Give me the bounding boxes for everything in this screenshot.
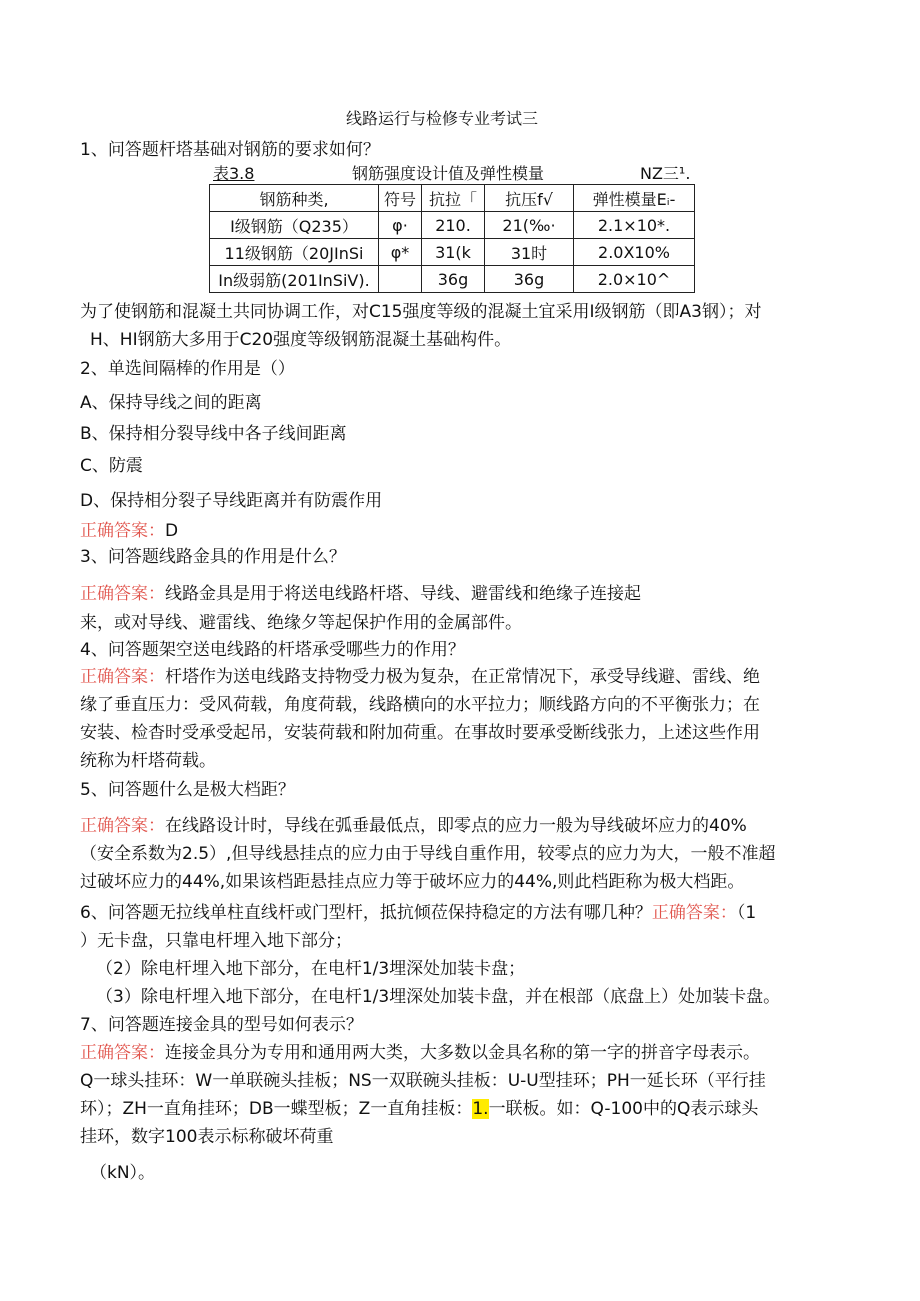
q5-answer-line <box>80 815 747 837</box>
answer-text: 在线路设计时，导线在弧垂最低点，即零点的应力一般为导线破坏应力的40% <box>165 816 747 836</box>
answer-text: 线路金具是用于将送电线路杆塔、导线、避雷线和绝缘子连接起 <box>165 584 641 604</box>
table-header-row <box>210 185 695 212</box>
q6-answer-line: （3）除电杆埋入地下部分，在电杆1/3埋深处加装卡盘，并在根部（底盘上）处加装卡盘。 <box>96 987 781 1007</box>
answer-value: D <box>165 521 179 541</box>
q7-answer-line: Q一球头挂环：W一单联碗头挂板；NS一双联碗头挂板：U-U型挂环；PH一延长环（平行挂 <box>80 1071 766 1091</box>
answer-label: 正确答案： <box>80 1043 165 1063</box>
answer-label: 正确答案： <box>80 584 165 604</box>
table-cell: 210. <box>422 212 485 239</box>
answer-label: 正确答案： <box>80 816 165 836</box>
q2-answer <box>80 520 178 542</box>
q4-answer-line: 缘了垂直压力：受风荷载，角度荷载，线路横向的水平拉力；顺线路方向的不平衡张力；在 <box>80 695 760 715</box>
table-cell: 11级钢筋（20JInSi <box>210 239 379 266</box>
q6-answer-line: ）无卡盘，只靠电杆埋入地下部分； <box>80 931 352 951</box>
table-cell: 31(k <box>422 239 485 266</box>
table-cell: 21(‰· <box>485 212 574 239</box>
q1-answer-line: H、HI钢筋大多用于C20强度等级钢筋混凝土基础构件。 <box>90 330 512 350</box>
table-cell: 36g <box>422 266 485 293</box>
table-caption-note: NZ三¹. <box>640 164 691 183</box>
question-4: 4、问答题架空送电线路的杆塔承受哪些力的作用？ <box>80 640 465 660</box>
table-header: 抗压f√ <box>485 185 574 212</box>
table-row <box>210 239 695 266</box>
table-cell: 2.0X10% <box>574 239 695 266</box>
table-caption-title: 钢筋强度设计值及弹性模量 <box>352 164 545 183</box>
q7-answer-line <box>80 1098 758 1120</box>
q3-answer-line: 来，或对导线、避雷线、绝缘夕等起保护作用的金属部件。 <box>80 613 522 633</box>
q7-answer-line: （kN）。 <box>90 1163 156 1183</box>
table-cell: 36g <box>485 266 574 293</box>
question-1: 1、问答题杆塔基础对钢筋的要求如何？ <box>80 140 380 160</box>
answer-label: 正确答案： <box>80 667 165 687</box>
answer-label: 正确答案： <box>651 903 737 923</box>
document-title: 线路运行与检修专业考试三 <box>346 109 539 128</box>
q5-answer-line: 过破坏应力的44%,如果该档距悬挂点应力等于破坏应力的44%,则此档距称为极大档距。 <box>80 872 745 892</box>
table-cell <box>379 266 422 293</box>
table-cell: I级钢筋（Q235） <box>210 212 379 239</box>
q7-answer-line: 挂环，数字100表示标称破坏荷重 <box>80 1127 334 1147</box>
table-header: 抗拉「 <box>422 185 485 212</box>
table-cell: φ· <box>379 212 422 239</box>
question-2: 2、单选间隔棒的作用是（） <box>80 359 295 379</box>
table-cell: 2.0×10^ <box>574 266 695 293</box>
answer-text: 杆塔作为送电线路支持物受力极为复杂，在正常情况下，承受导线避、雷线、绝 <box>165 667 760 687</box>
q3-answer-line <box>80 583 641 605</box>
option-a: A、保持导线之间的距离 <box>80 393 262 413</box>
answer-text: 连接金具分为专用和通用两大类，大多数以金具名称的第一字的拼音字母表示。 <box>165 1043 760 1063</box>
q7-answer-line <box>80 1042 760 1064</box>
option-c: C、防震 <box>80 456 143 476</box>
table-header: 弹性模量Eᵢ- <box>574 185 695 212</box>
q5-answer-line: （安全系数为2.5）,但导线悬挂点的应力由于导线自重作用，较零点的应力为大，一般不准超 <box>80 844 776 864</box>
option-b: B、保持相分裂导线中各子线间距离 <box>80 424 347 444</box>
q4-answer-line: 统称为杆塔荷载。 <box>80 751 216 771</box>
table-row <box>210 266 695 293</box>
table-header: 钢筋种类, <box>210 185 379 212</box>
answer-text: （1 <box>736 903 757 923</box>
question-6 <box>80 902 756 924</box>
q4-answer-line: 安装、检杳时受承受起吊，安装荷载和附加荷重。在事故时要承受断线张力，上述这些作用 <box>80 723 760 743</box>
table-cell: 31时 <box>485 239 574 266</box>
table-header: 符号 <box>379 185 422 212</box>
table-cell: φ* <box>379 239 422 266</box>
highlighted-text: 1. <box>472 1099 489 1119</box>
table-cell: In级弱筋(201InSiV). <box>210 266 379 293</box>
table-caption-number: 表3.8 <box>213 164 255 183</box>
option-d: D、保持相分裂子导线距离并有防震作用 <box>80 491 383 511</box>
question-text: 6、问答题无拉线单柱直线杆或门型杆，抵抗倾莅保持稳定的方法有哪几种？ <box>80 903 652 923</box>
answer-text: 环）；ZH一直角挂环；DB一蝶型板；Z一直角挂板： <box>80 1099 473 1119</box>
q1-answer-line: 为了使钢筋和混凝土共同协调工作，对C15强度等级的混凝土宜采用I级钢筋（即A3钢）；对 <box>80 302 762 322</box>
question-7: 7、问答题连接金具的型号如何表示？ <box>80 1015 363 1035</box>
answer-label: 正确答案： <box>80 521 165 541</box>
steel-strength-table <box>209 184 695 293</box>
question-5: 5、问答题什么是极大档距？ <box>80 780 295 800</box>
question-3: 3、问答题线路金具的作用是什么？ <box>80 547 346 567</box>
answer-text: 一联板。如：Q-100中的Q表示球头 <box>488 1099 759 1119</box>
table-cell: 2.1×10*. <box>574 212 695 239</box>
table-row <box>210 212 695 239</box>
q4-answer-line <box>80 666 760 688</box>
q6-answer-line: （2）除电杆埋入地下部分，在电杆1/3埋深处加装卡盘； <box>96 959 526 979</box>
